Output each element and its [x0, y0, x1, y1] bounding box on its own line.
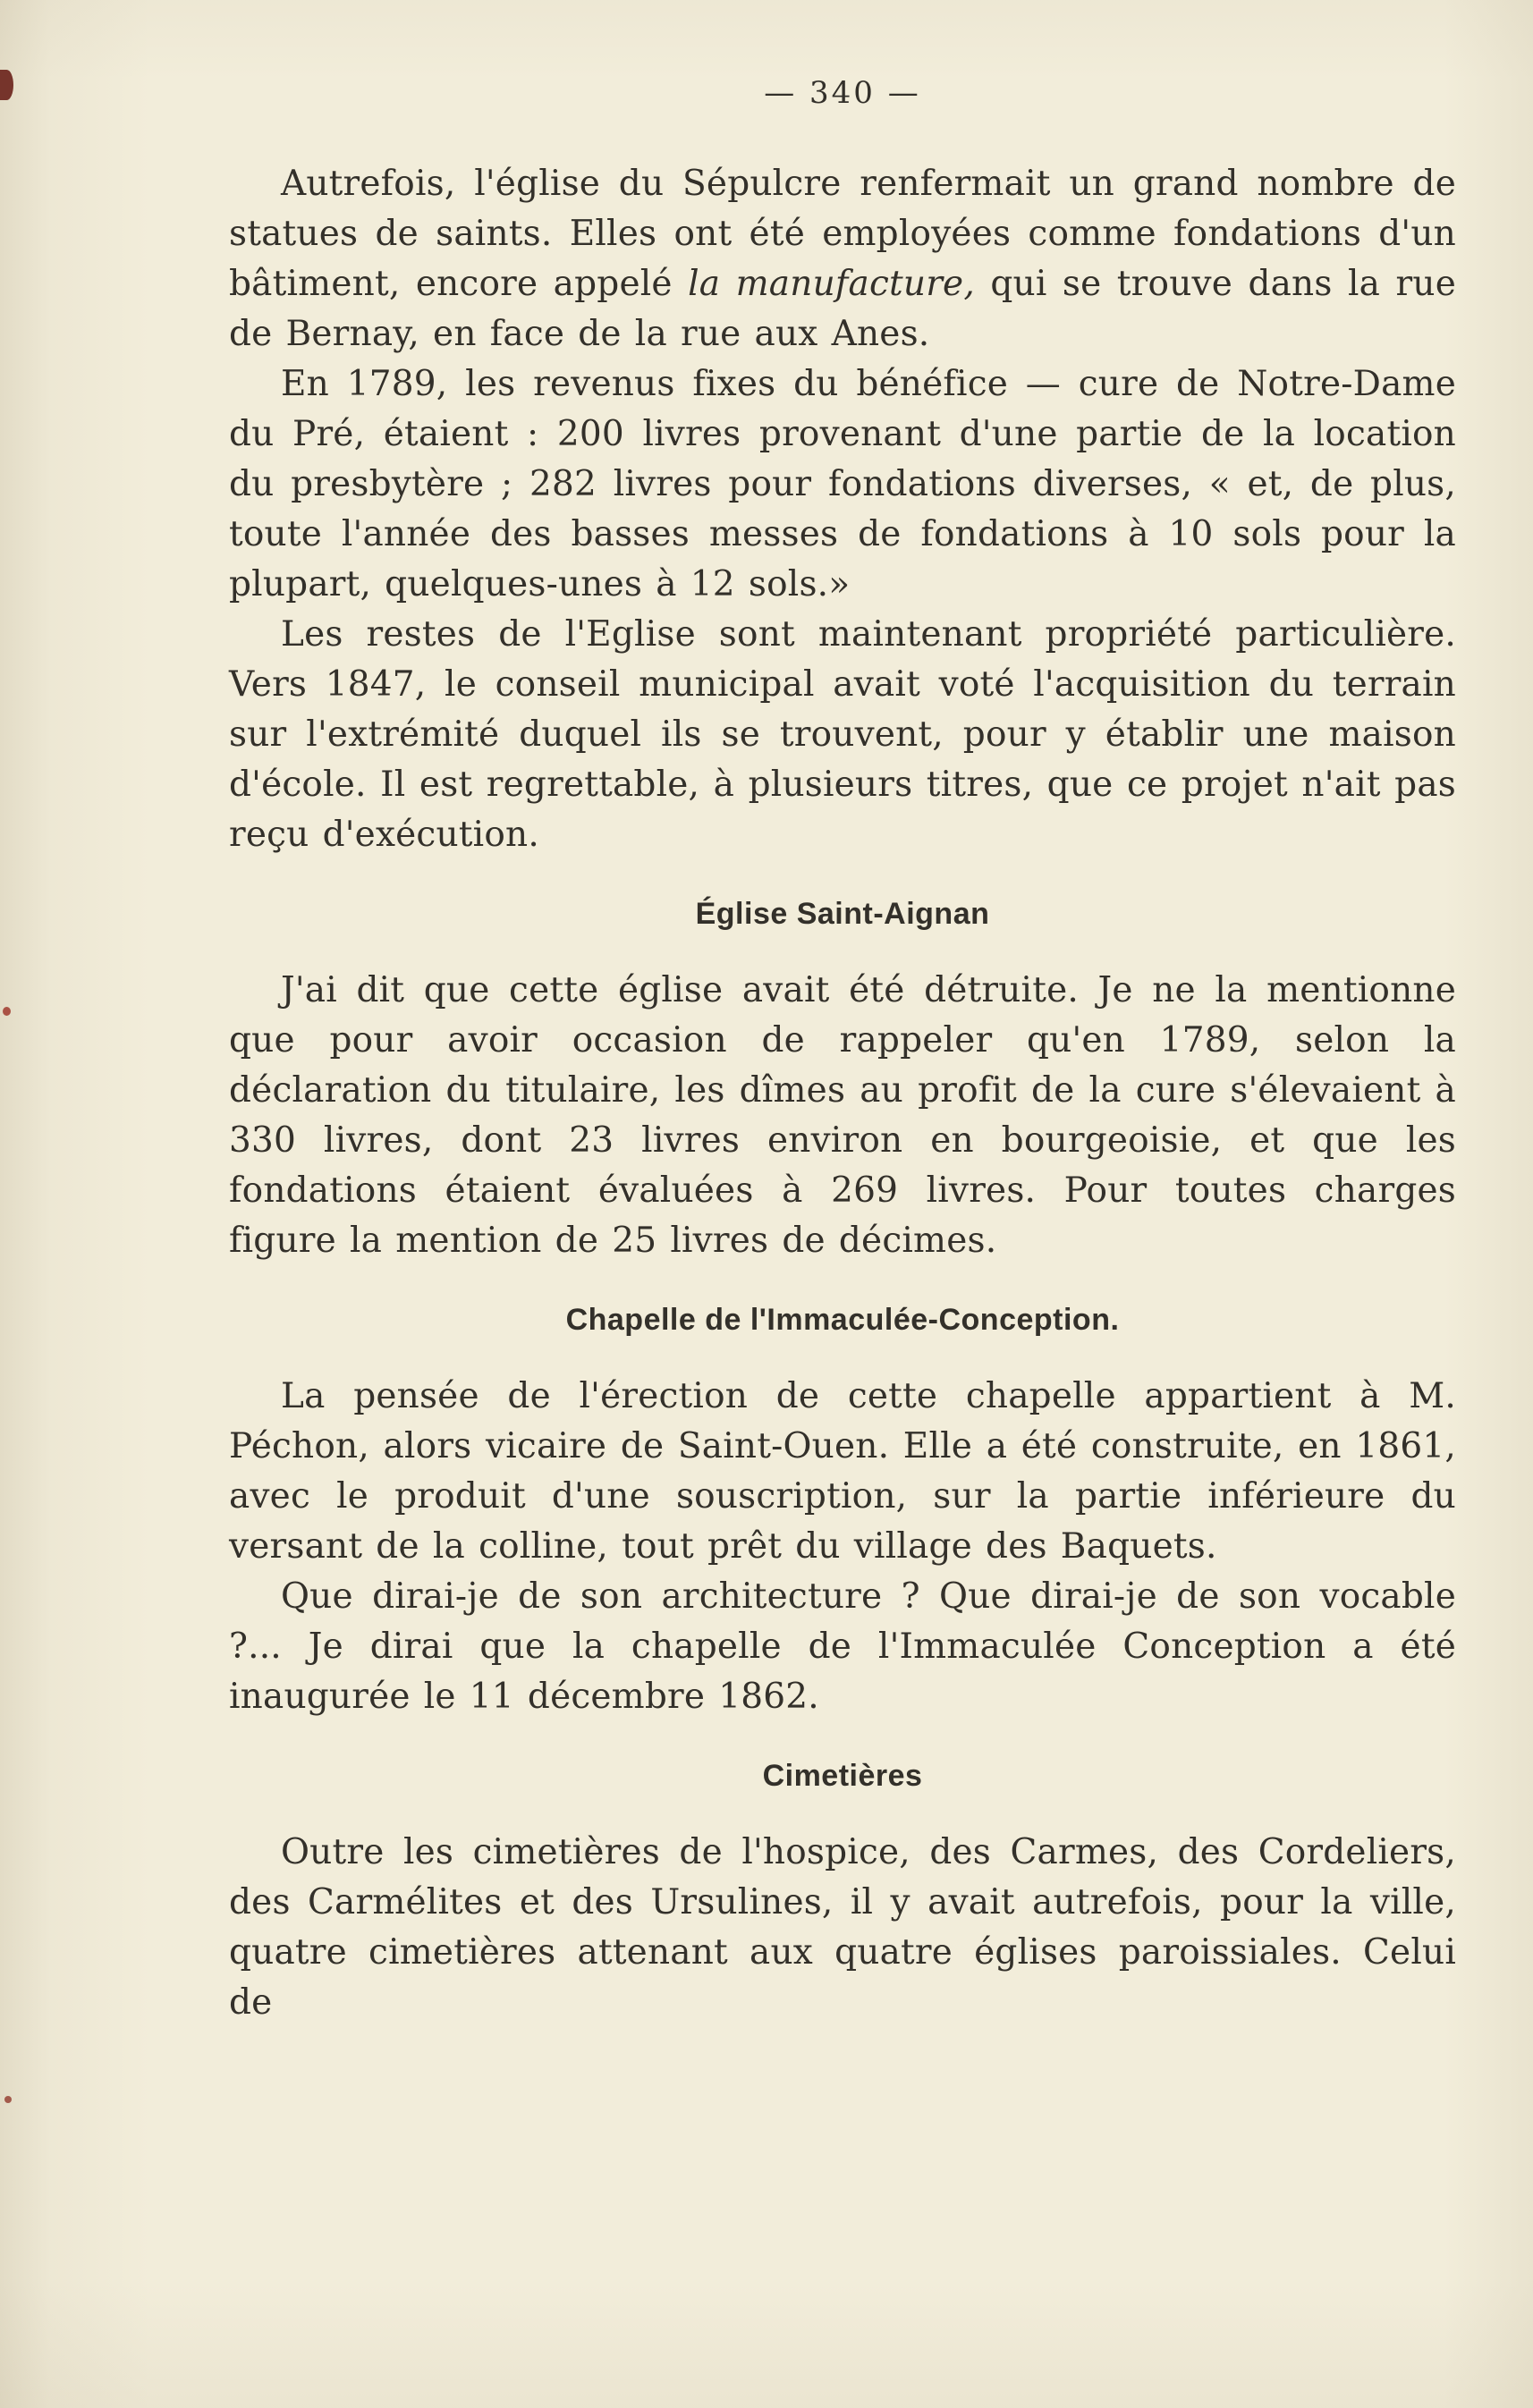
paragraph-cimetieres: Outre les cimetières de l'hospice, des Carmes, des Cordeliers, des Carmélites et des Ursulines, il y avait autrefois, pour la ville, quatre cimetières attenant aux quatre églises paroissiales. Celui de — [229, 1832, 1456, 2023]
paragraph-sepulcre-text-a: Autrefois, l'église du Sépulcre renfermait un grand nombre de statues de saints. Elles ont été employées comme fondations d'un bâtiment, encore appelé — [229, 164, 1456, 304]
section-heading-chapelle-immaculee-conception: Chapelle de l'Immaculée-Conception. — [565, 1303, 1120, 1337]
paper-speck — [0, 70, 13, 100]
paragraph-revenus-1789: En 1789, les revenus fixes du bénéfice — cure de Notre-Dame du Pré, étaient : 200 livres provenant d'une partie de la location du presbytère ; 282 livres pour fondations diverses, « et, de plus, toute l'année des basses messes de fondations à 10 sols pour la plupart, quelques-unes à 12 sols.» — [229, 364, 1456, 604]
paper-speck — [3, 1007, 11, 1016]
paper-speck — [4, 2096, 12, 2103]
paragraph-sepulcre-text-b: qui se trouve dans la rue de Bernay, en face de la rue aux Anes. — [229, 264, 1456, 354]
page-number: — 340 — — [764, 75, 921, 111]
italic-phrase-la-manufacture: la manufacture, — [688, 264, 975, 304]
paragraph-chapelle-pechon: La pensée de l'érection de cette chapelle appartient à M. Péchon, alors vicaire de Saint-Ouen. Elle a été construite, en 1861, avec le produit d'une souscription, sur la partie inférieure du versant de la colline, tout prêt du village des Baquets. — [229, 1376, 1456, 1567]
section-heading-cimetieres: Cimetières — [762, 1759, 923, 1793]
section-heading-eglise-saint-aignan: Église Saint-Aignan — [695, 897, 990, 931]
paragraph-restes-eglise: Les restes de l'Eglise sont maintenant propriété particulière. Vers 1847, le conseil municipal avait voté l'acquisition du terrain sur l'extrémité duquel ils se trouvent, pour y établir une maison d'école. Il est regrettable, à plusieurs titres, que ce projet n'ait pas reçu d'exécution. — [229, 614, 1456, 855]
paragraph-saint-aignan: J'ai dit que cette église avait été détruite. Je ne la mentionne que pour avoir occasion de rappeler qu'en 1789, selon la déclaration du titulaire, les dîmes au profit de la cure s'élevaient à 330 livres, dont 23 livres environ en bourgeoisie, et que les fondations étaient évaluées à 269 livres. Pour toutes charges figure la mention de 25 livres de décimes. — [229, 970, 1456, 1261]
text-column — [229, 75, 1456, 2028]
paragraph-chapelle-inauguration: Que dirai-je de son architecture ? Que dirai-je de son vocable ?... Je dirai que la chapelle de l'Immaculée Conception a été inaugurée le 11 décembre 1862. — [229, 1576, 1456, 1717]
paragraph-sepulcre — [229, 159, 1456, 359]
